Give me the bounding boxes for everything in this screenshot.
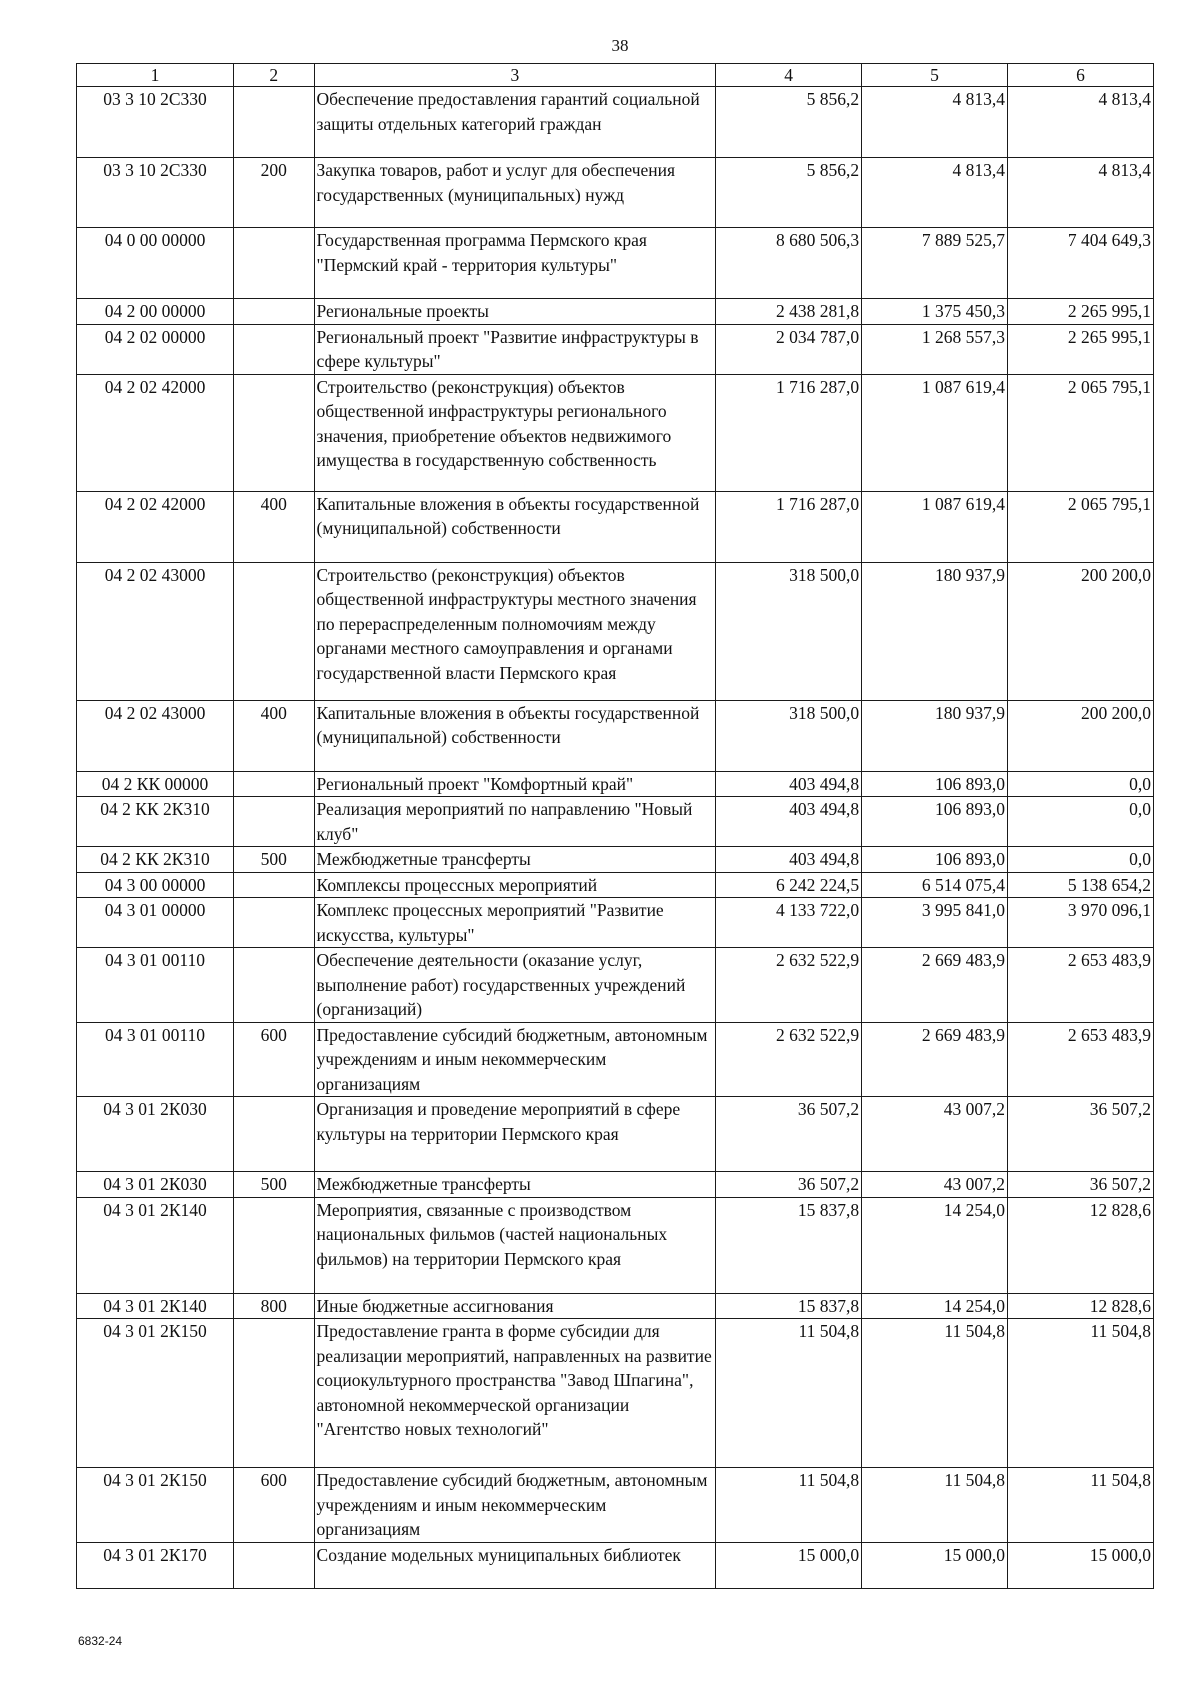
table-row: [77, 228, 1154, 299]
budget-classification-code: 04 2 КК 2К310: [77, 847, 234, 873]
expense-type-code: [234, 771, 315, 797]
amount-year-2: 11 504,8: [862, 1468, 1008, 1543]
amount-year-3: 2 653 483,9: [1008, 1022, 1154, 1097]
item-name: Обеспечение деятельности (оказание услуг, выполнение работ) государственных учреждений (организаций): [314, 948, 716, 1023]
table-row: [77, 1022, 1154, 1097]
expense-type-code: 500: [234, 1172, 315, 1198]
amount-year-3: 200 200,0: [1008, 562, 1154, 700]
budget-classification-code: 04 2 КК 00000: [77, 771, 234, 797]
amount-year-1: 11 504,8: [716, 1319, 862, 1468]
budget-classification-code: 03 3 10 2С330: [77, 87, 234, 158]
item-name: Организация и проведение мероприятий в сфере культуры на территории Пермского края: [314, 1097, 716, 1172]
amount-year-2: 15 000,0: [862, 1542, 1008, 1588]
amount-year-3: 11 504,8: [1008, 1468, 1154, 1543]
expense-type-code: [234, 898, 315, 948]
item-name: Создание модельных муниципальных библиотек: [314, 1542, 716, 1588]
column-header: 2: [234, 64, 315, 87]
amount-year-2: 6 514 075,4: [862, 872, 1008, 898]
table-row: [77, 771, 1154, 797]
amount-year-3: 15 000,0: [1008, 1542, 1154, 1588]
amount-year-2: 43 007,2: [862, 1097, 1008, 1172]
budget-classification-code: 04 3 01 2К030: [77, 1097, 234, 1172]
amount-year-2: 1 375 450,3: [862, 299, 1008, 325]
column-header: 3: [314, 64, 716, 87]
expense-type-code: [234, 562, 315, 700]
item-name: Государственная программа Пермского края "Пермский край - территория культуры": [314, 228, 716, 299]
table-row: [77, 1097, 1154, 1172]
amount-year-3: 3 970 096,1: [1008, 898, 1154, 948]
table-row: [77, 1172, 1154, 1198]
budget-classification-code: 03 3 10 2С330: [77, 158, 234, 228]
amount-year-1: 15 837,8: [716, 1197, 862, 1293]
amount-year-1: 36 507,2: [716, 1097, 862, 1172]
column-header: 4: [716, 64, 862, 87]
budget-classification-code: 04 2 02 00000: [77, 324, 234, 374]
expense-type-code: [234, 299, 315, 325]
page-number: 38: [611, 36, 629, 55]
amount-year-3: 4 813,4: [1008, 87, 1154, 158]
item-name: Предоставление субсидий бюджетным, автономным учреждениям и иным некоммерческим организациям: [314, 1468, 716, 1543]
expense-type-code: [234, 324, 315, 374]
budget-classification-code: 04 2 02 42000: [77, 491, 234, 562]
amount-year-3: 36 507,2: [1008, 1097, 1154, 1172]
amount-year-2: 106 893,0: [862, 797, 1008, 847]
amount-year-1: 403 494,8: [716, 847, 862, 873]
amount-year-2: 1 087 619,4: [862, 491, 1008, 562]
amount-year-1: 318 500,0: [716, 700, 862, 771]
budget-classification-code: 04 2 02 42000: [77, 374, 234, 491]
item-name: Капитальные вложения в объекты государственной (муниципальной) собственности: [314, 700, 716, 771]
amount-year-3: 12 828,6: [1008, 1197, 1154, 1293]
amount-year-3: 12 828,6: [1008, 1293, 1154, 1319]
budget-table: [76, 63, 1154, 1589]
amount-year-1: 403 494,8: [716, 771, 862, 797]
table-row: [77, 374, 1154, 491]
item-name: Межбюджетные трансферты: [314, 847, 716, 873]
amount-year-1: 8 680 506,3: [716, 228, 862, 299]
amount-year-3: 2 265 995,1: [1008, 299, 1154, 325]
expense-type-code: 400: [234, 491, 315, 562]
amount-year-1: 2 632 522,9: [716, 1022, 862, 1097]
amount-year-3: 0,0: [1008, 771, 1154, 797]
expense-type-code: 600: [234, 1022, 315, 1097]
amount-year-3: 7 404 649,3: [1008, 228, 1154, 299]
amount-year-1: 1 716 287,0: [716, 374, 862, 491]
amount-year-3: 2 653 483,9: [1008, 948, 1154, 1023]
budget-classification-code: 04 3 01 2К140: [77, 1293, 234, 1319]
budget-classification-code: 04 0 00 00000: [77, 228, 234, 299]
expense-type-code: [234, 948, 315, 1023]
expense-type-code: [234, 1319, 315, 1468]
amount-year-3: 4 813,4: [1008, 158, 1154, 228]
table-row: [77, 898, 1154, 948]
table-row: [77, 324, 1154, 374]
table-row: [77, 1293, 1154, 1319]
budget-classification-code: 04 3 01 2К170: [77, 1542, 234, 1588]
item-name: Предоставление гранта в форме субсидии для реализации мероприятий, направленных на развитие социокультурного пространства "Завод Шпагина", автономной некоммерческой организации "Агентство новых технологий": [314, 1319, 716, 1468]
table-row: [77, 797, 1154, 847]
budget-classification-code: 04 2 02 43000: [77, 562, 234, 700]
budget-classification-code: 04 2 02 43000: [77, 700, 234, 771]
amount-year-1: 11 504,8: [716, 1468, 862, 1543]
table-row: [77, 1197, 1154, 1293]
item-name: Комплекс процессных мероприятий "Развитие искусства, культуры": [314, 898, 716, 948]
table-row: [77, 299, 1154, 325]
table-row: [77, 1542, 1154, 1588]
amount-year-1: 15 000,0: [716, 1542, 862, 1588]
amount-year-2: 1 268 557,3: [862, 324, 1008, 374]
budget-classification-code: 04 3 01 00110: [77, 1022, 234, 1097]
amount-year-1: 2 438 281,8: [716, 299, 862, 325]
amount-year-2: 2 669 483,9: [862, 1022, 1008, 1097]
amount-year-2: 106 893,0: [862, 771, 1008, 797]
table-row: [77, 158, 1154, 228]
table-row: [77, 87, 1154, 158]
amount-year-3: 0,0: [1008, 847, 1154, 873]
table-row: [77, 491, 1154, 562]
item-name: Закупка товаров, работ и услуг для обеспечения государственных (муниципальных) нужд: [314, 158, 716, 228]
amount-year-2: 4 813,4: [862, 87, 1008, 158]
budget-classification-code: 04 3 01 2К030: [77, 1172, 234, 1198]
expense-type-code: 500: [234, 847, 315, 873]
amount-year-1: 318 500,0: [716, 562, 862, 700]
expense-type-code: 600: [234, 1468, 315, 1543]
budget-classification-code: 04 3 01 2К150: [77, 1468, 234, 1543]
amount-year-2: 180 937,9: [862, 700, 1008, 771]
budget-classification-code: 04 3 01 00110: [77, 948, 234, 1023]
amount-year-3: 11 504,8: [1008, 1319, 1154, 1468]
amount-year-3: 2 065 795,1: [1008, 491, 1154, 562]
budget-classification-code: 04 3 01 00000: [77, 898, 234, 948]
amount-year-1: 1 716 287,0: [716, 491, 862, 562]
budget-classification-code: 04 3 01 2К150: [77, 1319, 234, 1468]
table-row: [77, 872, 1154, 898]
expense-type-code: [234, 1197, 315, 1293]
item-name: Комплексы процессных мероприятий: [314, 872, 716, 898]
amount-year-1: 2 034 787,0: [716, 324, 862, 374]
expense-type-code: [234, 1542, 315, 1588]
amount-year-2: 3 995 841,0: [862, 898, 1008, 948]
amount-year-2: 43 007,2: [862, 1172, 1008, 1198]
amount-year-2: 180 937,9: [862, 562, 1008, 700]
table-header-row: [77, 64, 1154, 87]
item-name: Предоставление субсидий бюджетным, автономным учреждениям и иным некоммерческим организациям: [314, 1022, 716, 1097]
item-name: Строительство (реконструкция) объектов общественной инфраструктуры регионального значения, приобретение объектов недвижимого имущества в государственную собственность: [314, 374, 716, 491]
amount-year-1: 6 242 224,5: [716, 872, 862, 898]
amount-year-3: 200 200,0: [1008, 700, 1154, 771]
amount-year-2: 1 087 619,4: [862, 374, 1008, 491]
expense-type-code: [234, 797, 315, 847]
amount-year-1: 5 856,2: [716, 87, 862, 158]
budget-classification-code: 04 2 00 00000: [77, 299, 234, 325]
amount-year-1: 4 133 722,0: [716, 898, 862, 948]
item-name: Реализация мероприятий по направлению "Новый клуб": [314, 797, 716, 847]
item-name: Мероприятия, связанные с производством национальных фильмов (частей национальных фильмов) на территории Пермского края: [314, 1197, 716, 1293]
expense-type-code: 200: [234, 158, 315, 228]
column-header: 1: [77, 64, 234, 87]
amount-year-3: 2 065 795,1: [1008, 374, 1154, 491]
expense-type-code: [234, 87, 315, 158]
amount-year-3: 36 507,2: [1008, 1172, 1154, 1198]
amount-year-3: 0,0: [1008, 797, 1154, 847]
expense-type-code: [234, 1097, 315, 1172]
expense-type-code: [234, 228, 315, 299]
amount-year-2: 7 889 525,7: [862, 228, 1008, 299]
item-name: Иные бюджетные ассигнования: [314, 1293, 716, 1319]
expense-type-code: 400: [234, 700, 315, 771]
item-name: Строительство (реконструкция) объектов общественной инфраструктуры местного значения по перераспределенным полномочиям между органами местного самоуправления и органами государственной власти Пермского края: [314, 562, 716, 700]
document-code: 6832-24: [78, 1634, 123, 1648]
amount-year-2: 14 254,0: [862, 1197, 1008, 1293]
item-name: Капитальные вложения в объекты государственной (муниципальной) собственности: [314, 491, 716, 562]
item-name: Региональный проект "Развитие инфраструктуры в сфере культуры": [314, 324, 716, 374]
budget-classification-code: 04 2 КК 2К310: [77, 797, 234, 847]
budget-classification-code: 04 3 01 2К140: [77, 1197, 234, 1293]
item-name: Региональные проекты: [314, 299, 716, 325]
amount-year-1: 36 507,2: [716, 1172, 862, 1198]
amount-year-1: 403 494,8: [716, 797, 862, 847]
amount-year-3: 5 138 654,2: [1008, 872, 1154, 898]
table-row: [77, 700, 1154, 771]
amount-year-1: 5 856,2: [716, 158, 862, 228]
expense-type-code: [234, 374, 315, 491]
item-name: Межбюджетные трансферты: [314, 1172, 716, 1198]
table-row: [77, 948, 1154, 1023]
amount-year-2: 106 893,0: [862, 847, 1008, 873]
column-header: 6: [1008, 64, 1154, 87]
budget-classification-code: 04 3 00 00000: [77, 872, 234, 898]
column-header: 5: [862, 64, 1008, 87]
amount-year-3: 2 265 995,1: [1008, 324, 1154, 374]
amount-year-2: 14 254,0: [862, 1293, 1008, 1319]
expense-type-code: 800: [234, 1293, 315, 1319]
amount-year-1: 15 837,8: [716, 1293, 862, 1319]
amount-year-2: 4 813,4: [862, 158, 1008, 228]
table-row: [77, 847, 1154, 873]
amount-year-2: 2 669 483,9: [862, 948, 1008, 1023]
item-name: Обеспечение предоставления гарантий социальной защиты отдельных категорий граждан: [314, 87, 716, 158]
table-row: [77, 1319, 1154, 1468]
amount-year-2: 11 504,8: [862, 1319, 1008, 1468]
table-row: [77, 1468, 1154, 1543]
item-name: Региональный проект "Комфортный край": [314, 771, 716, 797]
table-row: [77, 562, 1154, 700]
expense-type-code: [234, 872, 315, 898]
amount-year-1: 2 632 522,9: [716, 948, 862, 1023]
